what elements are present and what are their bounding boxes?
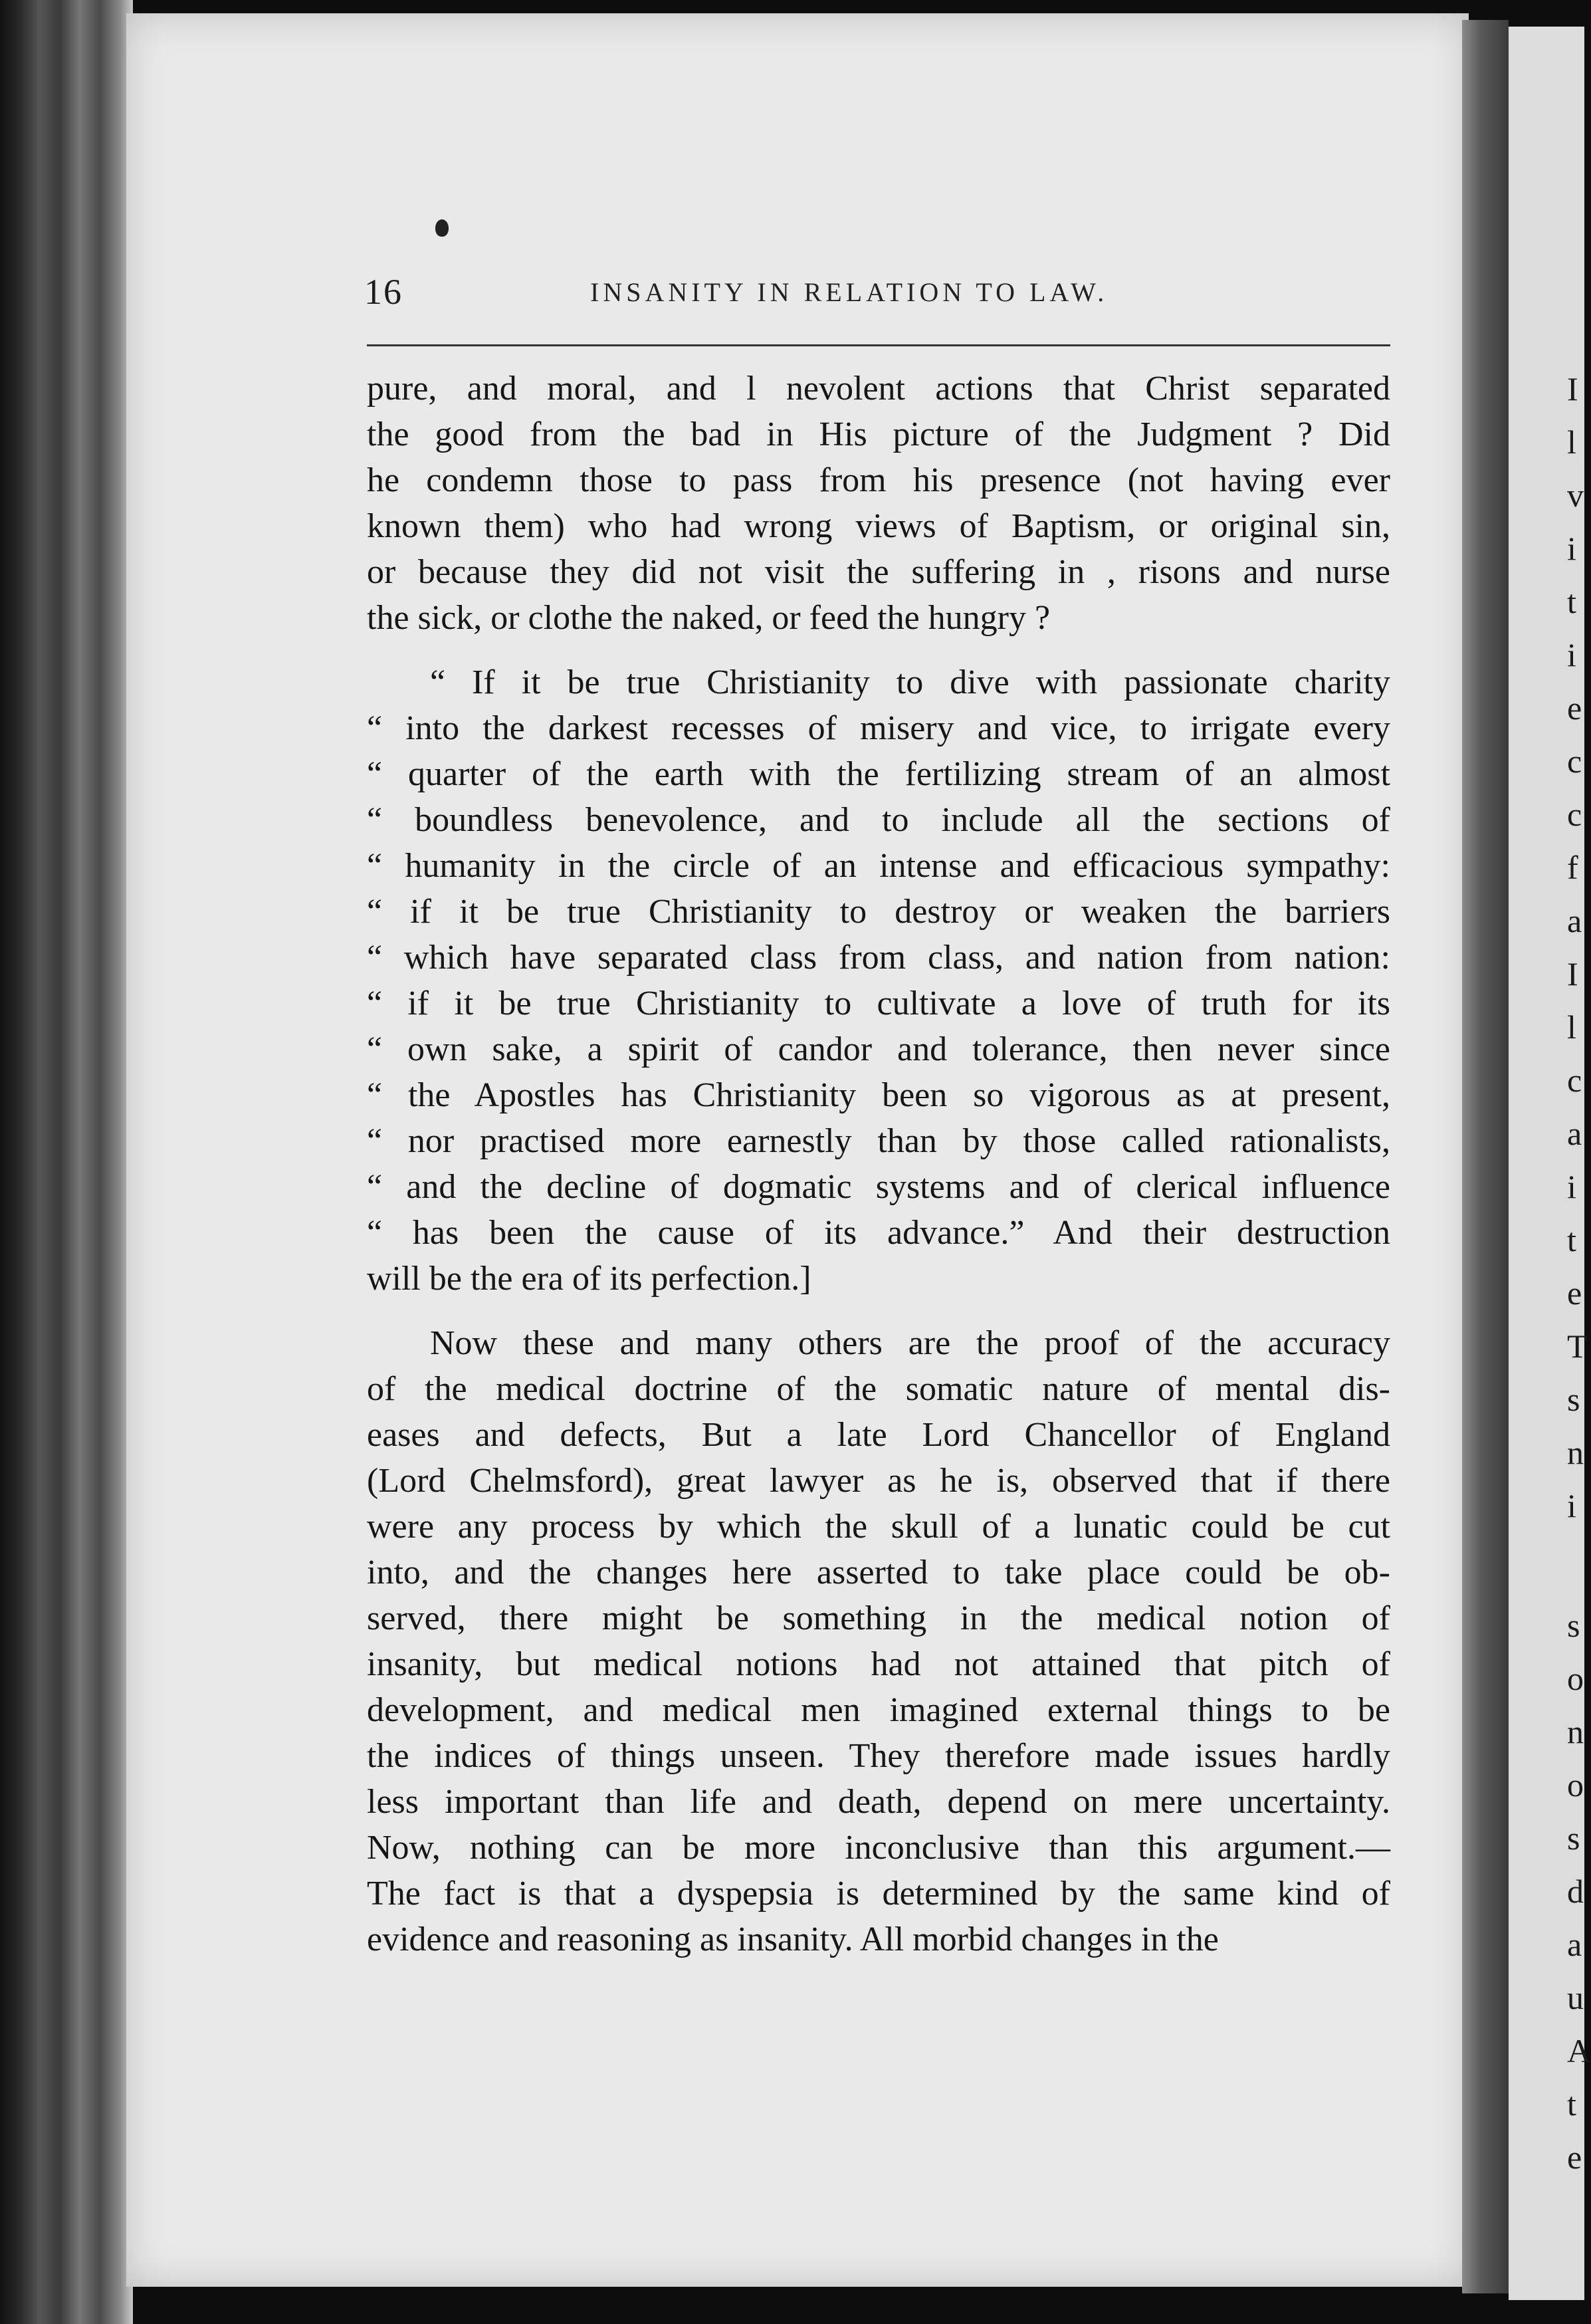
text-line: he condemn those to pass from his presence (not having ever [367,461,1390,499]
facing-page-glyph: v [1567,477,1584,514]
text-line: or because they did not visit the suffering in , risons and nurse [367,553,1390,591]
facing-page-glyph: i [1567,530,1576,567]
text-line: “ own sake, a spirit of candor and tolerance, then never since [367,1030,1390,1068]
text-line: will be the era of its perfection.] [367,1260,811,1298]
text-line: pure, and moral, and l nevolent actions that Christ separated [367,370,1390,407]
facing-page-glyph: I [1567,370,1578,407]
facing-page-glyph: n [1567,1434,1584,1471]
facing-page-glyph: e [1567,2139,1582,2176]
facing-page-glyph: n [1567,1713,1584,1750]
text-line: “ humanity in the circle of an intense and efficacious sympathy: [367,847,1390,885]
facing-page-glyph: c [1567,743,1582,780]
facing-page-glyph: c [1567,796,1582,833]
text-line: the indices of things unseen. They therefore made issues hardly [367,1737,1390,1775]
text-line: “ quarter of the earth with the fertilizing stream of an almost [367,755,1390,793]
text-line: “ the Apostles has Christianity been so vigorous as at present, [367,1076,1390,1114]
text-line: the good from the bad in His picture of the Judgment ? Did [367,415,1390,453]
facing-page-glyph: t [1567,1221,1576,1258]
text-line: evidence and reasoning as insanity. All morbid changes in the [367,1920,1219,1958]
facing-page-glyph: A [1567,2032,1591,2069]
facing-page-glyph: s [1567,1607,1580,1644]
facing-page-glyph: t [1567,2085,1576,2123]
text-line: into, and the changes here asserted to take place could be ob- [367,1554,1390,1591]
facing-page-glyph: s [1567,1381,1580,1418]
facing-page-glyph: u [1567,1979,1584,2016]
text-line: Now, nothing can be more inconclusive than this argument.— [367,1829,1390,1867]
text-line: “ If it be true Christianity to dive with passionate charity [430,663,1390,701]
text-line: served, there might be something in the medical notion of [367,1599,1390,1637]
text-line: “ boundless benevolence, and to include all the sections of [367,801,1390,839]
book-gutter [1462,20,1509,2293]
facing-page-glyph: T [1567,1328,1588,1365]
facing-page-glyph: l [1567,1008,1576,1046]
facing-page-glyph: e [1567,1274,1582,1312]
running-head: INSANITY IN RELATION TO LAW. [590,277,1109,307]
text-line: “ into the darkest recesses of misery and vice, to irrigate every [367,709,1390,747]
paragraph [367,659,1390,1302]
paragraph [367,366,1390,641]
text-line: (Lord Chelmsford), great lawyer as he is, observed that if there [367,1462,1390,1500]
text-line: development, and medical men imagined external things to be [367,1691,1390,1729]
text-line: were any process by which the skull of a lunatic could be cut [367,1508,1390,1546]
facing-page-glyph: l [1567,423,1576,461]
facing-page-glyph: a [1567,902,1582,939]
facing-page-glyph: i [1567,1168,1576,1205]
facing-page-glyph: a [1567,1926,1582,1963]
page-number: 16 [364,272,403,312]
text-line: “ nor practised more earnestly than by those called rationalists, [367,1122,1390,1160]
text-line: “ if it be true Christianity to cultivate a love of truth for its [367,985,1390,1022]
facing-page-glyph: a [1567,1115,1582,1152]
facing-page-glyph: t [1567,583,1576,620]
facing-page-glyph: I [1567,955,1578,992]
text-line: “ which have separated class from class, and nation from nation: [367,939,1390,977]
text-line: “ has been the cause of its advance.” And their destruction [367,1214,1390,1252]
text-line: insanity, but medical notions had not attained that pitch of [367,1645,1390,1683]
text-line: “ if it be true Christianity to destroy or weaken the barriers [367,893,1390,931]
facing-page-glyph: f [1567,849,1578,886]
text-line: The fact is that a dyspepsia is determined by the same kind of [367,1875,1390,1913]
text-line: known them) who had wrong views of Baptism, or original sin, [367,507,1390,545]
paragraph-gap [367,1302,1390,1320]
facing-page-glyph: i [1567,1487,1576,1524]
facing-page-glyph: e [1567,689,1582,727]
ink-blot-icon [435,219,449,237]
paragraph-gap [367,641,1390,659]
facing-page-edge [1509,27,1591,2300]
facing-page-glyph: o [1567,1660,1584,1697]
text-line: Now these and many others are the proof of the accuracy [430,1324,1390,1362]
text-line: the sick, or clothe the naked, or feed the hungry ? [367,599,1051,637]
text-line: of the medical doctrine of the somatic nature of mental dis- [367,1370,1390,1408]
facing-page-glyph: d [1567,1873,1584,1910]
facing-page-glyph: c [1567,1062,1582,1099]
facing-page-glyph: o [1567,1766,1584,1803]
book-edge-left [0,0,133,2324]
text-line: eases and defects, But a late Lord Chancellor of England [367,1416,1390,1454]
paragraph [367,1320,1390,1962]
header-rule [367,344,1390,346]
page-header [364,271,1388,311]
body-text [367,366,1390,1962]
text-line: “ and the decline of dogmatic systems and of clerical influence [367,1168,1390,1206]
text-line: less important than life and death, depend on mere uncertainty. [367,1783,1390,1821]
facing-page-glyph: i [1567,636,1576,673]
facing-page-glyph: s [1567,1819,1580,1857]
